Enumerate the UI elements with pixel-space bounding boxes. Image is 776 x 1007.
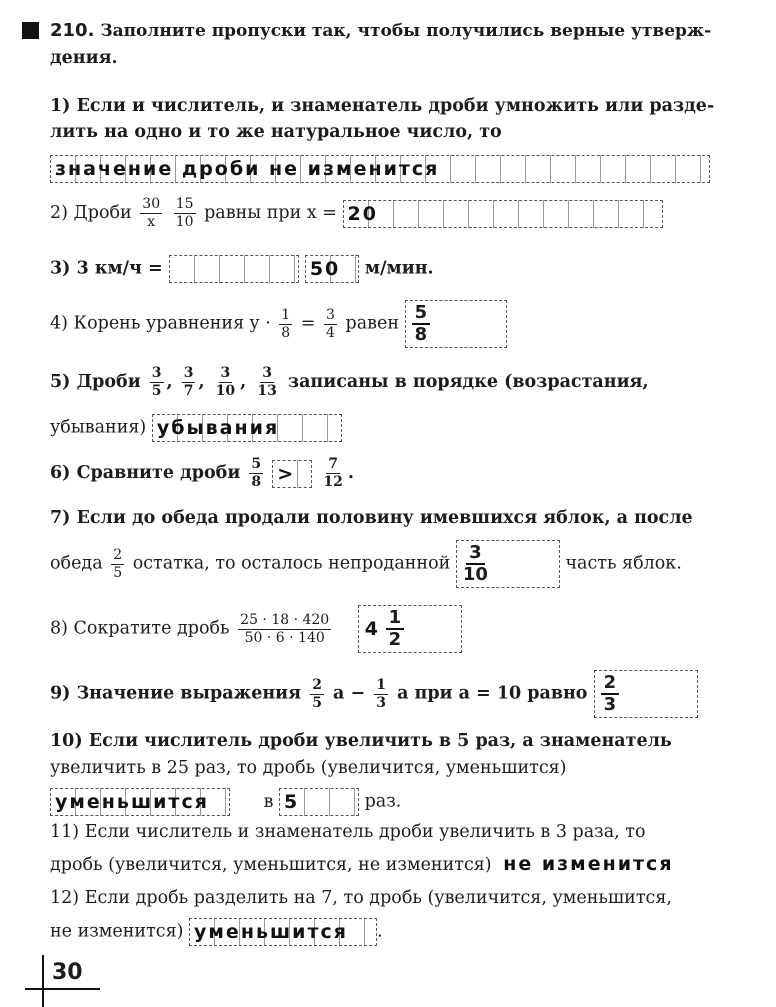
task-header bbox=[50, 20, 711, 41]
item-6-frac1: $\frac{5}{8}$ bbox=[251, 456, 262, 490]
task-intro-line1: Заполните пропуски так, чтобы получились верные утверж- bbox=[100, 21, 712, 41]
page-number: 30 bbox=[52, 960, 83, 985]
item-6-answer[interactable]: > bbox=[272, 460, 312, 488]
task-intro-line2: дения. bbox=[50, 48, 118, 68]
item-2-frac1: $\frac{30}{x}$ bbox=[142, 196, 161, 230]
item-10-answer[interactable]: уменьшится bbox=[50, 788, 230, 816]
item-1-line2: лить на одно и то же натуральное число, то bbox=[50, 122, 502, 142]
item-9-frac1: $\frac{2}{5}$ bbox=[312, 676, 322, 711]
item-11-answer[interactable]: не изменится bbox=[503, 853, 674, 875]
item-11-line1: 11) Если числитель и знаменатель дроби увеличить в 3 раза, то bbox=[50, 822, 646, 842]
item-4-answer[interactable]: $\frac{5}{8}$ bbox=[405, 300, 507, 348]
item-11-line2: дробь (увеличится, уменьшится, не изменится) не изменится bbox=[50, 853, 674, 875]
item-10-line2: увеличить в 25 раз, то дробь (увеличится, уменьшится) bbox=[50, 758, 567, 778]
item-12-answer[interactable]: уменьшится bbox=[189, 918, 377, 946]
task-marker-square bbox=[22, 22, 39, 39]
item-2-frac2: $\frac{15}{10}$ bbox=[175, 196, 194, 230]
item-5-frac-d: $\frac{3}{13}$ bbox=[257, 365, 277, 399]
item-4-frac2: $\frac{3}{4}$ bbox=[326, 306, 335, 341]
item-5-frac-c: $\frac{3}{10}$ bbox=[215, 365, 236, 399]
item-1-answer-row bbox=[50, 155, 710, 183]
item-2: 2) Дроби $\frac{30}{x}$ $\frac{15}{10}$ равны при x = 20 bbox=[50, 196, 663, 231]
item-8-answer[interactable]: 4 $\frac{1}{2}$ bbox=[358, 605, 462, 653]
item-8-frac: $\frac{25 \cdot 18 \cdot 420}{50 \cdot 6 \cdot 140}$ bbox=[240, 611, 330, 646]
item-3-blank bbox=[169, 255, 299, 283]
item-4: 4) Корень уравнения y · $\frac{1}{8}$ = $\frac{3}{4}$ равен $\frac{5}{8}$ bbox=[50, 300, 507, 348]
item-7-line2: обеда $\frac{2}{5}$ остатка, то осталось непроданной $\frac{3}{10}$ часть яблок. bbox=[50, 540, 682, 588]
item-6-frac2: $\frac{7}{12}$ bbox=[323, 456, 343, 490]
page-number-rule bbox=[25, 988, 100, 990]
item-3-answer[interactable]: 50 bbox=[305, 255, 359, 283]
item-5-line2: убывания) убывания bbox=[50, 414, 342, 442]
margin-line bbox=[42, 955, 44, 1007]
item-5-answer[interactable]: убывания bbox=[152, 414, 342, 442]
item-1-line1: 1) Если и числитель, и знаменатель дроби умножить или разде- bbox=[50, 96, 715, 116]
item-7-frac: $\frac{2}{5}$ bbox=[113, 546, 123, 581]
item-10-line1: 10) Если числитель дроби увеличить в 5 раз, а знаменатель bbox=[50, 731, 672, 751]
item-5-line1: 5) Дроби $\frac{3}{5}$ , $\frac{3}{7}$ , $\frac{3}{10}$ , $\frac{3}{13}$ записаны в порядке (возрастания, bbox=[50, 365, 649, 399]
item-12-line2: не изменится) уменьшится . bbox=[50, 918, 383, 946]
item-9-answer[interactable]: $\frac{2}{3}$ bbox=[594, 670, 698, 718]
item-3: 3) 3 км/ч = 50 м/мин. bbox=[50, 255, 434, 283]
item-6: 6) Сравните дроби $\frac{5}{8}$ > $\frac{7}{12}$ . bbox=[50, 456, 354, 490]
item-7-line1: 7) Если до обеда продали половину имевшихся яблок, а после bbox=[50, 508, 693, 528]
item-5-frac-a: $\frac{3}{5}$ bbox=[151, 365, 162, 399]
task-number: 210. bbox=[50, 20, 95, 41]
item-8: 8) Сократите дробь $\frac{25 \cdot 18 \cdot 420}{50 \cdot 6 \cdot 140}$ 4 $\frac{1}{2}$ bbox=[50, 605, 462, 653]
item-10-answer2[interactable]: 5 bbox=[279, 788, 359, 816]
item-4-frac1: $\frac{1}{8}$ bbox=[281, 306, 291, 341]
item-10-line3: уменьшится в 5 раз. bbox=[50, 788, 401, 816]
item-12-line1: 12) Если дробь разделить на 7, то дробь (увеличится, уменьшится, bbox=[50, 888, 672, 908]
item-1-answer[interactable]: значение дроби не изменится bbox=[50, 155, 710, 183]
item-9-frac2: $\frac{1}{3}$ bbox=[376, 676, 386, 711]
item-9: 9) Значение выражения $\frac{2}{5}$ a − $\frac{1}{3}$ a при a = 10 равно $\frac{2}{3}$ bbox=[50, 670, 698, 718]
item-5-frac-b: $\frac{3}{7}$ bbox=[183, 365, 194, 399]
item-7-answer[interactable]: $\frac{3}{10}$ bbox=[456, 540, 560, 588]
item-2-answer[interactable]: 20 bbox=[343, 200, 663, 228]
